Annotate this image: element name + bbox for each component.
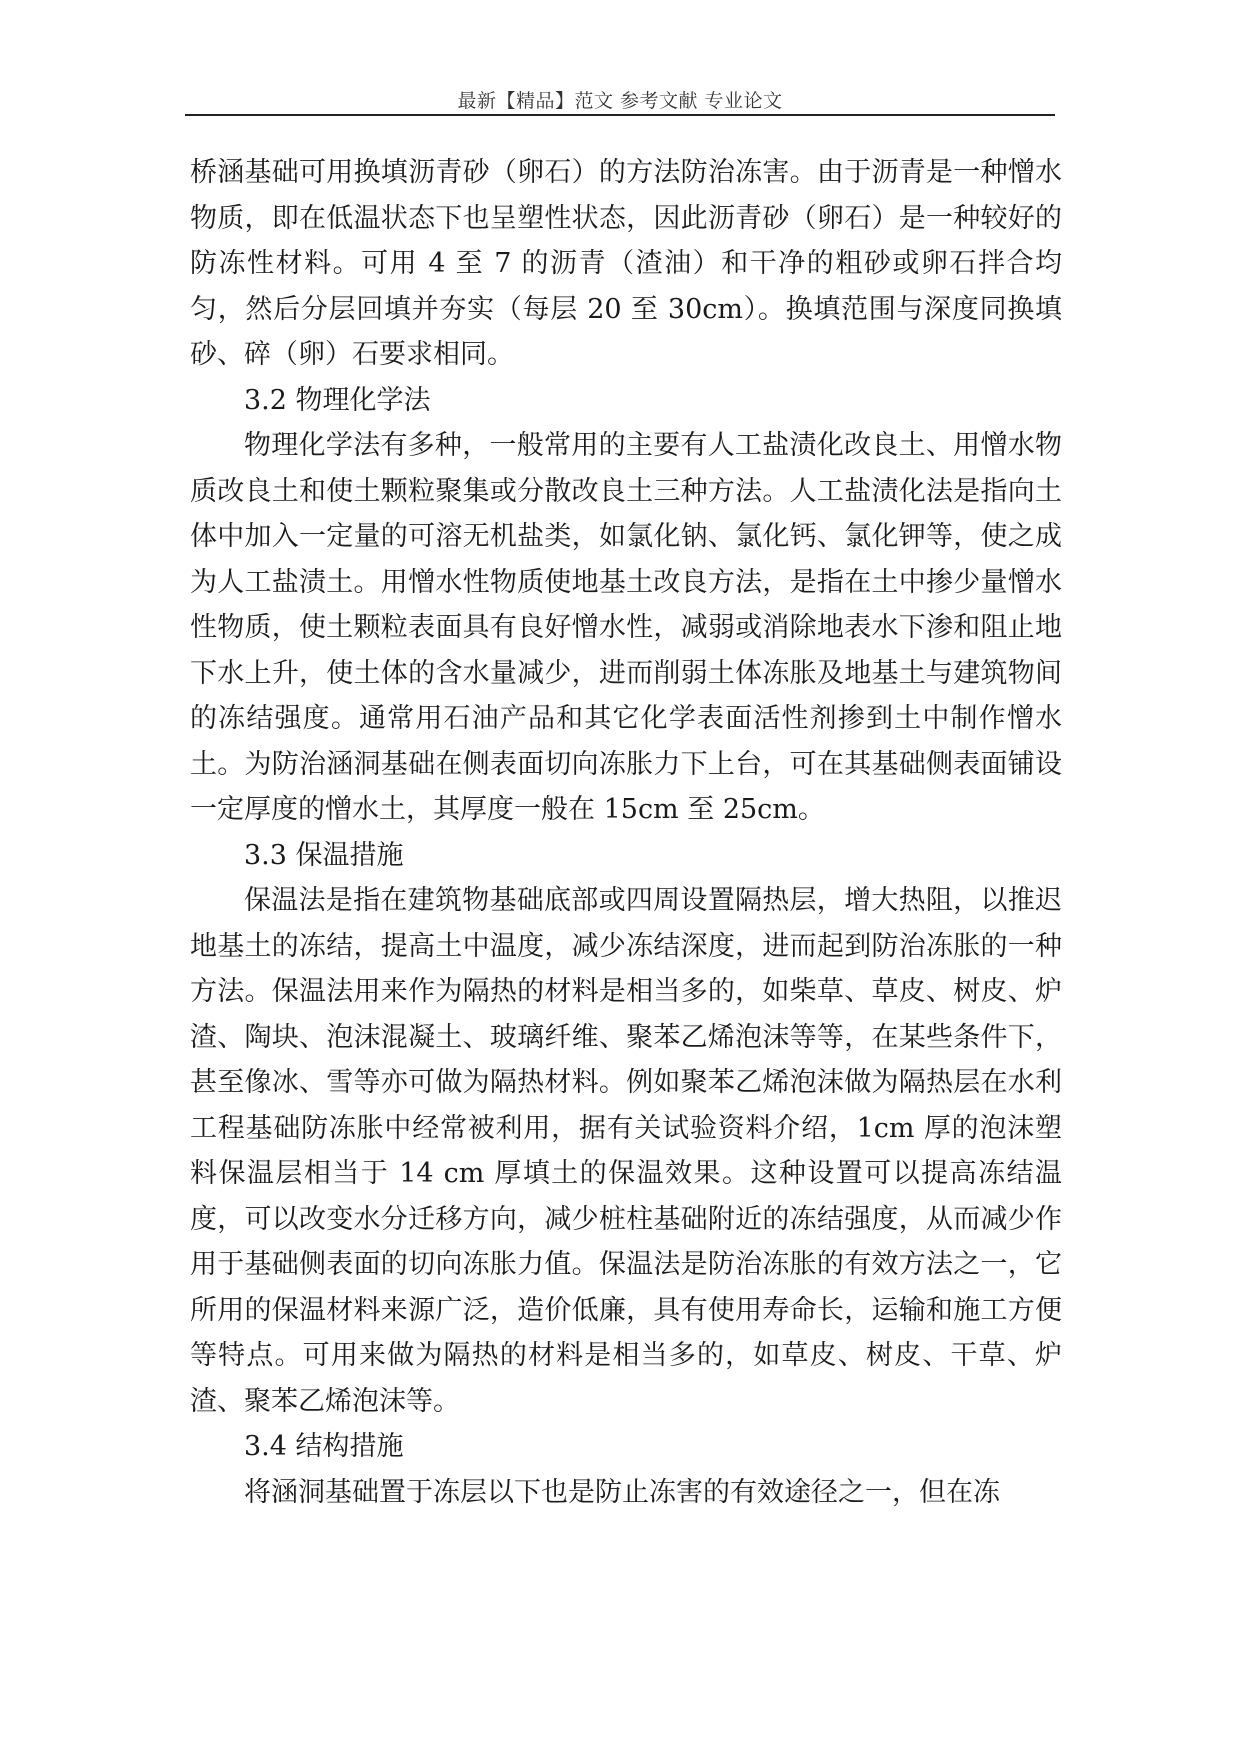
body-paragraph: 将涵洞基础置于冻层以下也是防止冻害的有效途径之一，但在冻 (244, 1476, 1000, 1508)
body-paragraph: 物理化学法有多种，一般常用的主要有人工盐渍化改良土、用憎水物质改良土和使土颗粒聚集或分散改良土三种方法。人工盐渍化法是指向土体中加入一定量的可溶无机盐类，如氯化钠、氯化钙、氯化钾等，使之成为人工盐渍土。用憎水性物质使地基土改良方法，是指在土中掺少量憎水性物质，使土颗粒表面具有良好憎水性，减弱或消除地表水下渗和阻止地下水上升，使土体的含水量减少，进而削弱土体冻胀及地基土与建筑物间的冻结强度。通常用石油产品和其它化学表面活性剂掺到土中制作憎水土。为防治涵洞基础在侧表面切向冻胀力下上台，可在其基础侧表面铺设一定厚度的憎水土，其厚度一般在 15cm 至 25cm。 (190, 430, 1062, 825)
section-heading-3-2: 3.2 物理化学法 (244, 384, 431, 416)
header-divider (185, 114, 1055, 116)
body-paragraph: 保温法是指在建筑物基础底部或四周设置隔热层，增大热阻，以推迟地基土的冻结，提高土中温度，减少冻结深度，进而起到防治冻胀的一种方法。保温法用来作为隔热的材料是相当多的，如柴草、草皮、树皮、炉渣、陶块、泡沫混凝土、玻璃纤维、聚苯乙烯泡沫等等，在某些条件下，甚至像冰、雪等亦可做为隔热材料。例如聚苯乙烯泡沫做为隔热层在水利工程基础防冻胀中经常被利用，据有关试验资料介绍，1cm 厚的泡沫塑料保温层相当于 14 cm 厚填土的保温效果。这种设置可以提高冻结温度，可以改变水分迁移方向，减少桩柱基础附近的冻结强度，从而减少作用于基础侧表面的切向冻胀力值。保温法是防治冻胀的有效方法之一，它所用的保温材料来源广泛，造价低廉，具有使用寿命长，运输和施工方便等特点。可用来做为隔热的材料是相当多的，如草皮、树皮、干草、炉渣、聚苯乙烯泡沫等。 (190, 885, 1062, 1417)
document-body (190, 150, 1062, 1515)
section-heading-3-4: 3.4 结构措施 (244, 1431, 404, 1462)
page-header: 最新【精品】范文 参考文献 专业论文 (457, 90, 783, 112)
body-paragraph: 桥涵基础可用换填沥青砂（卵石）的方法防治冻害。由于沥青是一种憎水物质，即在低温状态下也呈塑性状态，因此沥青砂（卵石）是一种较好的防冻性材料。可用 4 至 7 的沥青（渣油）和干净的粗砂或卵石拌合均匀，然后分层回填并夯实（每层 20 至 30cm）。换填范围与深度同换填砂、碎（卵）石要求相同。 (190, 157, 1062, 370)
section-heading-3-3: 3.3 保温措施 (244, 839, 404, 871)
